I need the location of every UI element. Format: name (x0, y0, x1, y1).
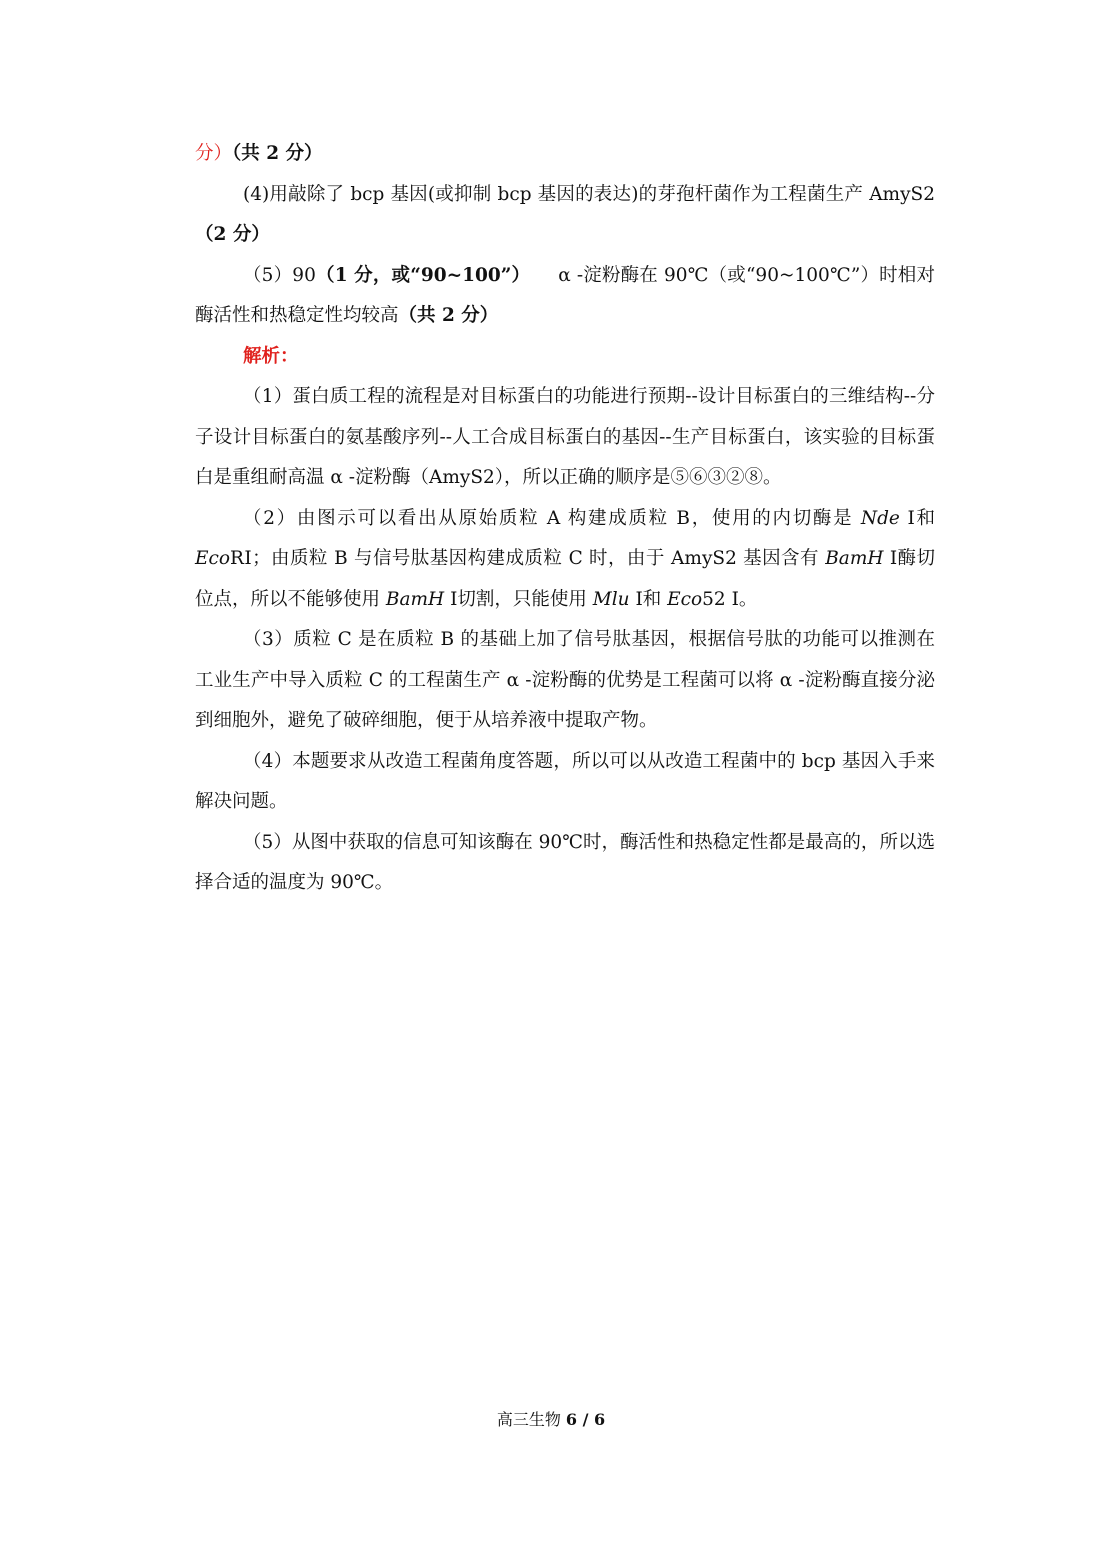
answer-5-reason: α -淀粉酶在 90℃（或“90~100℃”）时相对酶活性和热稳定性均较高 (195, 264, 935, 326)
analysis-2-text: Ⅰ和 (899, 507, 935, 529)
analysis-5: （5）从图中获取的信息可知该酶在 90℃时，酶活性和热稳定性都是最高的，所以选择合适的温度为 90℃。 (195, 831, 935, 893)
enzyme-name: Nde (860, 507, 900, 529)
analysis-2 (195, 499, 935, 621)
answer-4-text: (4)用敲除了 bcp 基因(或抑制 bcp 基因的表达)的芽孢杆菌作为工程菌生产 AmyS2 (243, 183, 935, 205)
enzyme-name: Mlu (592, 588, 630, 610)
analysis-2-text: 52 Ⅰ。 (702, 588, 758, 610)
score-note: （共 2 分） (232, 143, 323, 164)
answer-5-score: （1 分，或“90~100”） (315, 264, 521, 286)
page-number: 6 / 6 (565, 1410, 606, 1429)
answer-5-value: （5）90 (243, 264, 316, 286)
score-note-fragment: 分） (195, 143, 233, 164)
answer-4 (195, 175, 935, 256)
analysis-2-text: Ⅰ和 (629, 588, 668, 610)
enzyme-name: Eco (667, 588, 703, 610)
answer-5 (195, 256, 935, 337)
analysis-heading: 解析： (243, 345, 299, 367)
footer-subject: 高三生物 (496, 1410, 566, 1429)
analysis-2-text: （2）由图示可以看出从原始质粒 A 构建成质粒 B，使用的内切酶是 (243, 507, 861, 529)
analysis-2-text: RⅠ；由质粒 B 与信号肽基因构建成质粒 C 时，由于 AmyS2 基因含有 (230, 548, 826, 569)
answer-5-total-score: （共 2 分） (398, 305, 499, 326)
analysis-2-text: Ⅰ切割，只能使用 (444, 588, 593, 610)
analysis-1: （1）蛋白质工程的流程是对目标蛋白的功能进行预期--设计目标蛋白的三维结构--分子设计目标蛋白的氨基酸序列--人工合成目标蛋白的基因--生产目标蛋白，该实验的目标蛋白是重组耐高温 α -淀粉酶（AmyS2），所以正确的顺序是⑤⑥③②⑧。 (195, 386, 935, 488)
answer-4-score: （2 分） (195, 224, 270, 245)
page-footer (0, 1405, 1102, 1435)
enzyme-name: Eco (195, 548, 231, 569)
enzyme-name: BamH (825, 548, 884, 569)
analysis-2-text: Ⅰ酶切位点，所以不能够使用 (195, 548, 935, 610)
analysis-4: （4）本题要求从改造工程菌角度答题，所以可以从改造工程菌中的 bcp 基因入手来解决问题。 (195, 750, 935, 812)
answer-line-3-tail (195, 134, 935, 175)
answer-body (195, 134, 935, 904)
analysis-3: （3）质粒 C 是在质粒 B 的基础上加了信号肽基因，根据信号肽的功能可以推测在工业生产中导入质粒 C 的工程菌生产 α -淀粉酶的优势是工程菌可以将 α -淀粉酶直接分泌到细胞外，避免了破碎细胞，便于从培养液中提取产物。 (195, 629, 935, 731)
enzyme-name: BamH (385, 588, 445, 610)
